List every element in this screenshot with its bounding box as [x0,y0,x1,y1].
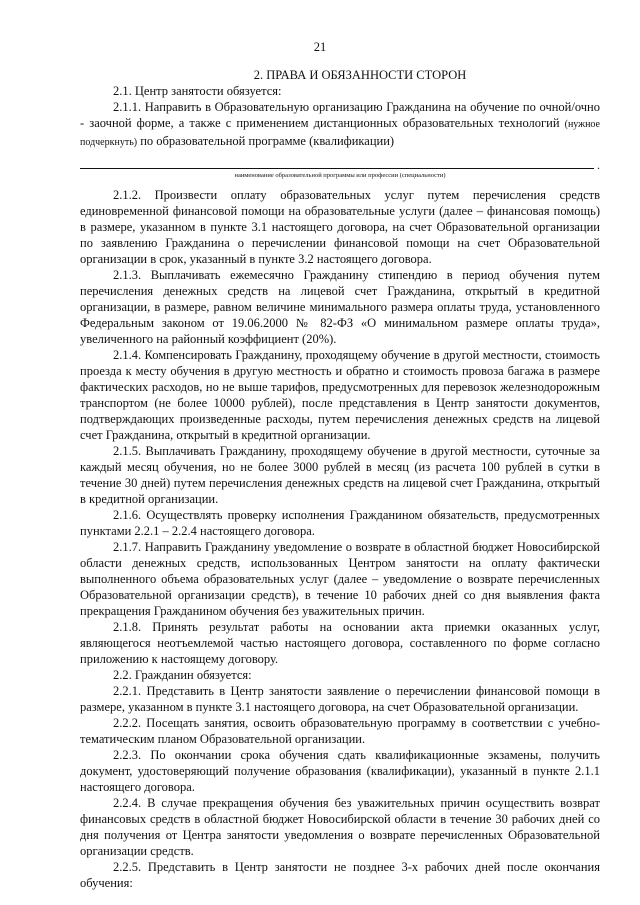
clause-2-1-1 [80,99,600,151]
page-number: 21 [313,40,327,54]
clause-2-1-8: 2.1.8. Принять результат работы на основании акта приемки оказанных услуг, являющегося неотъемлемой частью настоящего договора, составленного по форме согласно приложению к настоящему договору. [80,620,600,666]
clause-2-1-5: 2.1.5. Выплачивать Гражданину, проходящему обучение в другой местности, суточные за каждый месяц обучения, но не более 3000 рублей в месяц (из расчета 100 рублей в сутки в течение 30 дней) путем перечисления денежных средств на лицевой счет Гражданина, открытый в кредитной организации. [80,444,600,506]
section-title: 2. ПРАВА И ОБЯЗАННОСТИ СТОРОН [253,68,467,82]
clause-2-1-1-note: (нужное подчеркнуть) [80,119,600,148]
clause-2-2-4: 2.2.4. В случае прекращения обучения без уважительных причин осуществить возврат финансовых средств в областной бюджет Новосибирской области в течение 30 рабочих дней со дня получения от Центра занятости уведомления о возврате перечисленных Образовательной организации средств. [80,796,600,858]
document-body [80,67,600,891]
clause-2-2-5: 2.2.5. Представить в Центр занятости не позднее 3-х рабочих дней после окончания обучения: [80,860,600,890]
clause-2-2-1: 2.2.1. Представить в Центр занятости заявление о перечислении финансовой помощи в размере, указанном в пункте 3.1 настоящего договора, на счет Образовательной организации. [80,684,600,714]
fill-line-dot: . [597,158,600,172]
program-name-fill-line [80,158,600,172]
clause-2-1-1-end: по образовательной программе (квалификации) [140,134,395,148]
clause-2-2-2: 2.2.2. Посещать занятия, освоить образовательную программу в соответствии с учебно-тематическим планом Образовательной организации. [80,716,600,746]
clause-2-1-1-text: 2.1.1. Направить в Образовательную организацию Гражданина на обучение по очной/очно - заочной форме, а также с применением дистанционных образовательных технологий [80,100,600,130]
clause-2-1-2: 2.1.2. Произвести оплату образовательных услуг путем перечисления средств единовременной финансовой помощи на образовательные услуги (далее – финансовая помощь) в размере, указанном в пункте 3.1 настоящего договора, на счет Образовательной организации по заявлению Гражданина о перечислении финансовой помощи на счет Образовательной организации в срок, указанный в пункте 3.2 настоящего договора. [80,188,600,266]
clause-2-2-3: 2.2.3. По окончании срока обучения сдать квалификационные экзамены, получить документ, удостоверяющий получение образования (квалификации), указанный в пункте 2.1.1 настоящего договора. [80,748,600,794]
clause-2-1-3: 2.1.3. Выплачивать ежемесячно Гражданину стипендию в период обучения путем перечисления денежных средств на лицевой счет Гражданина, открытый в кредитной организации, в размере, равном величине минимального размера оплаты труда, установленного Федеральным законом от 19.06.2000 № 82-ФЗ «О минимальном размере оплаты труда», увеличенного на районный коэффициент (20%). [80,268,600,346]
clause-2-1: 2.1. Центр занятости обязуется: [113,84,282,98]
clause-2-1-4: 2.1.4. Компенсировать Гражданину, проходящему обучение в другой местности, стоимость проезда к месту обучения в другую местность и обратно и стоимость провоза багажа в размере фактических расходов, но не выше тарифов, предусмотренных для перевозок железнодорожным транспортом (не более 10000 рублей), после представления в Центр занятости документов, подтверждающих произведенные расходы, путем перечисления денежных средств на лицевой счет Гражданина, открытый в кредитной организации. [80,348,600,442]
clause-2-2: 2.2. Гражданин обязуется: [113,668,252,682]
clause-2-1-6: 2.1.6. Осуществлять проверку исполнения Гражданином обязательств, предусмотренных пунктами 2.2.1 – 2.2.4 настоящего договора. [80,508,600,538]
fill-line-caption: наименование образовательной программы или профессии (специальности) [234,172,446,179]
clause-2-1-7: 2.1.7. Направить Гражданину уведомление о возврате в областной бюджет Новосибирской области денежных средств, использованных Центром занятости на оплату фактически выполненного объема образовательных услуг (далее – уведомление о возврате перечисленных Образовательной организации средств), в течение 10 рабочих дней со дня выявления факта прекращения Гражданином обучения без уважительных причин. [80,540,600,618]
